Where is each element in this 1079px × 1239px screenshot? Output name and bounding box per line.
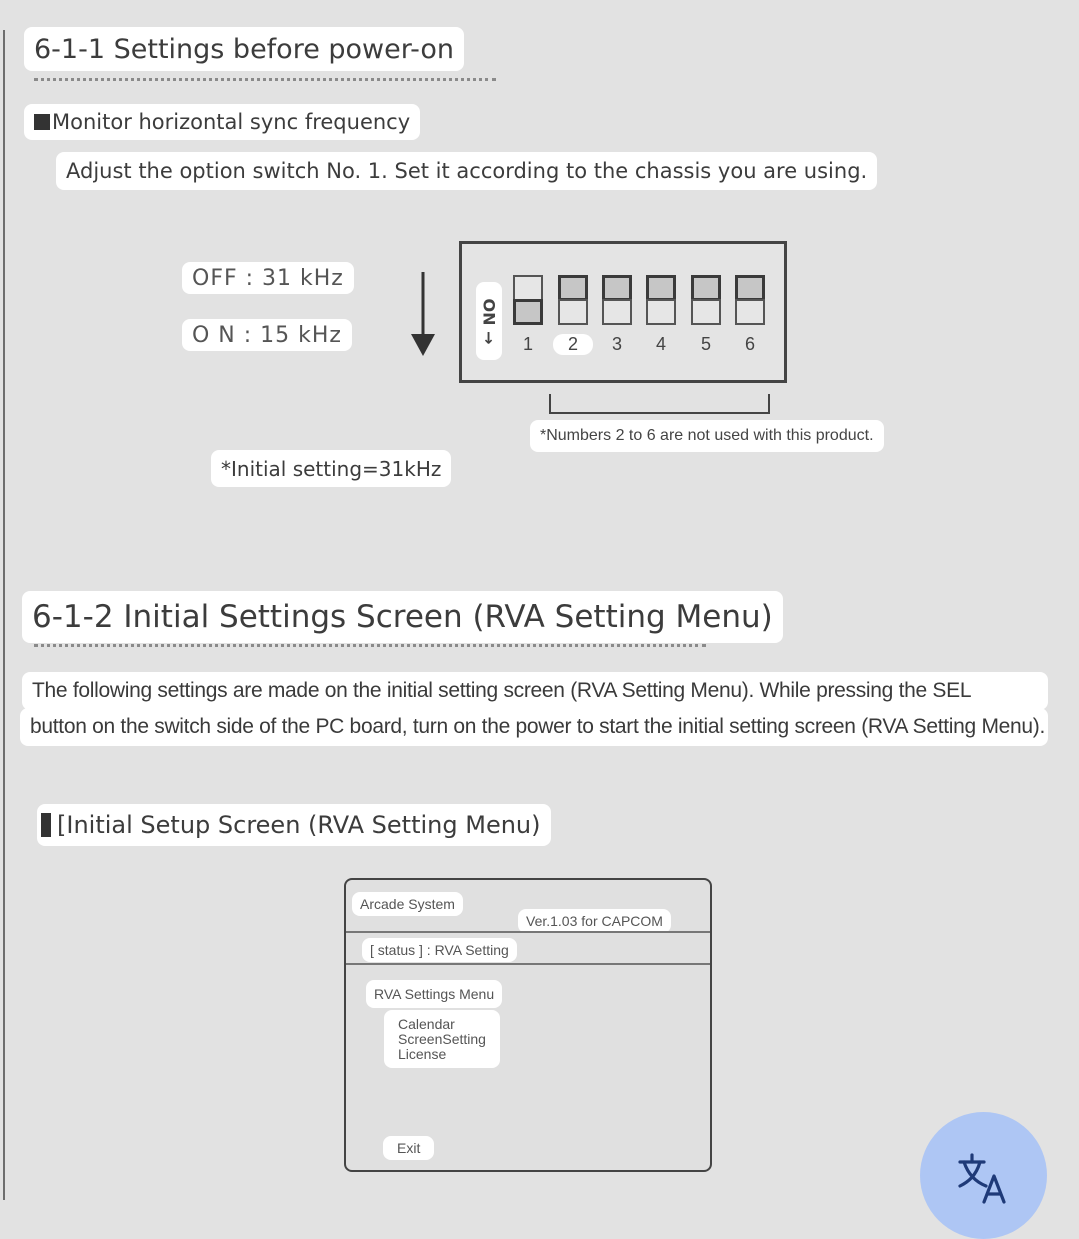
dip-switch-number-2: 2	[553, 334, 593, 355]
menu-item-screen-setting: ScreenSetting	[398, 1030, 486, 1047]
section-1-divider	[34, 78, 496, 81]
initial-setting-note: *Initial setting=31kHz	[211, 450, 451, 487]
status-label: [ status ] : RVA Setting	[362, 938, 517, 962]
dip-switch-6	[735, 275, 765, 327]
dip-switch-2	[558, 275, 588, 327]
dip-switch-number-6: 6	[744, 334, 755, 354]
version-label: Ver.1.03 for CAPCOM	[518, 909, 671, 933]
arcade-system-label: Arcade System	[352, 892, 463, 916]
dip-switch-1	[513, 275, 543, 327]
menu-item-license: License	[398, 1045, 447, 1062]
translate-icon	[954, 1150, 1014, 1210]
screen-divider-2	[346, 963, 710, 965]
menu-title: RVA Settings Menu	[366, 980, 502, 1008]
setup-screen-subheading	[37, 804, 551, 846]
sync-frequency-subheading-text: Monitor horizontal sync frequency	[52, 110, 411, 134]
on-frequency-label: O N : 15 kHz	[182, 319, 352, 351]
dip-switch-number-3: 3	[611, 334, 622, 354]
section-2-divider	[34, 644, 706, 647]
screen-divider-1	[346, 931, 710, 933]
menu-list	[384, 1010, 500, 1068]
dip-switch-number-1: 1	[522, 334, 533, 354]
paragraph-line-1: The following settings are made on the initial setting screen (RVA Setting Menu). While pressing the SEL	[22, 672, 1048, 710]
section-1-title: 6-1-1 Settings before power-on	[24, 27, 464, 71]
dip-switch	[459, 241, 787, 383]
paragraph-line-2: button on the switch side of the PC board, turn on the power to start the initial setting screen (RVA Setting Menu).	[20, 708, 1048, 746]
dip-on-direction-label: ON →	[476, 282, 502, 360]
dip-switch-5	[691, 275, 721, 327]
translate-button[interactable]	[920, 1112, 1047, 1239]
bullet-bar-icon	[41, 813, 51, 837]
sync-frequency-subheading	[24, 104, 420, 140]
setup-screen-subheading-text: [Initial Setup Screen (RVA Setting Menu)	[57, 811, 541, 839]
dip-switch-3	[602, 275, 632, 327]
rva-setting-screen	[344, 878, 712, 1172]
dip-switch-number-5: 5	[700, 334, 711, 354]
left-margin-rule	[3, 30, 5, 1200]
menu-item-calendar: Calendar	[398, 1015, 455, 1032]
bullet-square-icon	[34, 114, 50, 130]
exit-item: Exit	[383, 1136, 434, 1160]
section-2-title: 6-1-2 Initial Settings Screen (RVA Setting Menu)	[22, 591, 783, 643]
dip-switch-number-4: 4	[655, 334, 666, 354]
option-switch-instruction: Adjust the option switch No. 1. Set it according to the chassis you are using.	[56, 152, 877, 190]
down-arrow-icon	[408, 272, 438, 358]
unused-switches-bracket	[548, 392, 772, 416]
unused-switches-note: *Numbers 2 to 6 are not used with this product.	[530, 420, 884, 452]
off-frequency-label: OFF : 31 kHz	[182, 262, 354, 294]
dip-switch-4	[646, 275, 676, 327]
